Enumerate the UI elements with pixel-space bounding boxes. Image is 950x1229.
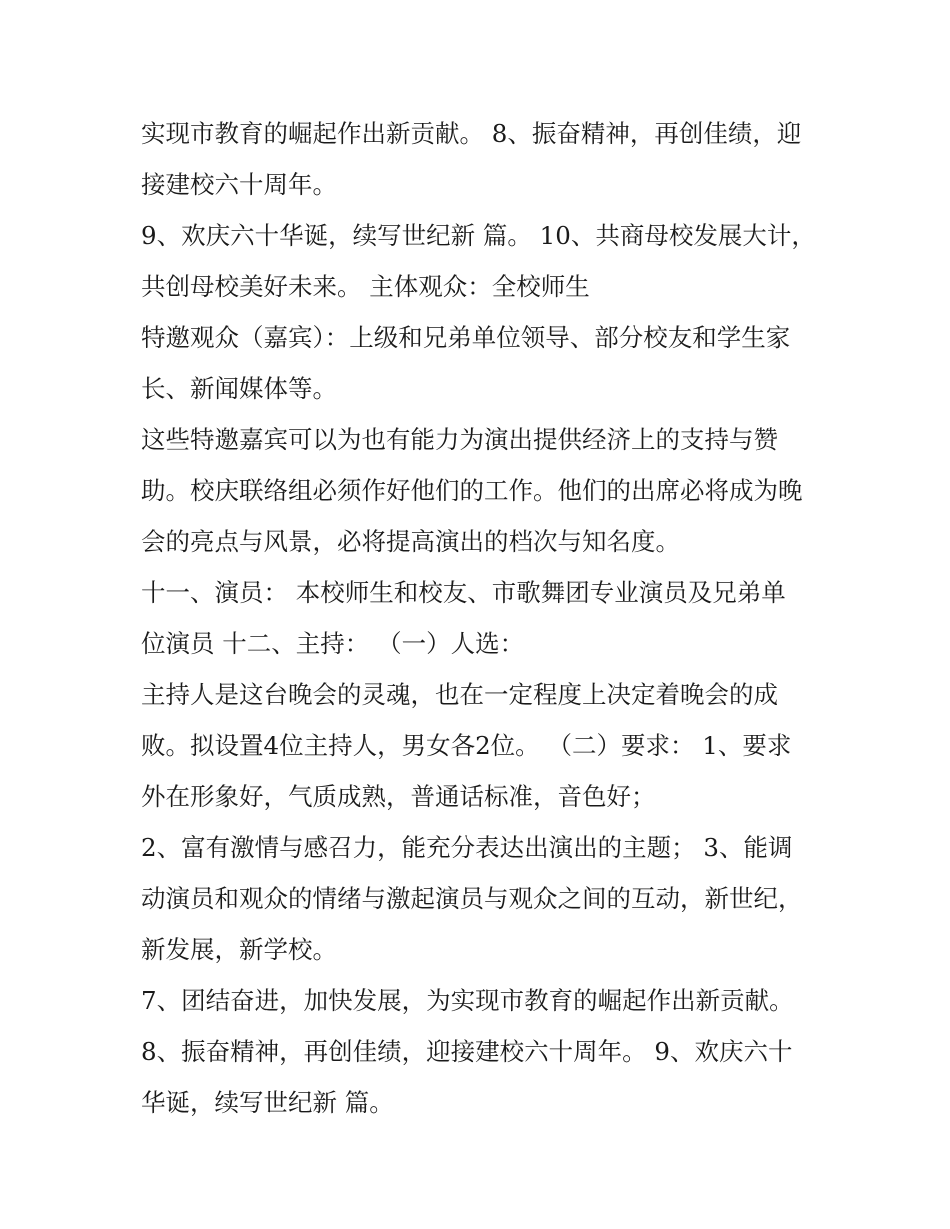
- text-line-18: 7、团结奋进，加快发展，为实现市教育的崛起作出新贡献。: [141, 986, 794, 1015]
- text-line-4: 共创母校美好未来。 主体观众：全校师生: [141, 272, 590, 301]
- text-line-14: 外在形象好，气质成熟，普通话标准，音色好；: [141, 782, 656, 811]
- text-line-11: 位演员 十二、主持： （一）人选：: [141, 629, 525, 658]
- text-line-9: 会的亮点与风景，必将提高演出的档次与知名度。: [141, 527, 680, 556]
- text-line-17: 新发展，新学校。: [141, 935, 337, 964]
- text-line-8: 助。校庆联络组必须作好他们的工作。他们的出席必将成为晚: [141, 476, 803, 505]
- text-line-13: 败。拟设置4位主持人，男女各2位。 （二）要求： 1、要求: [141, 731, 792, 760]
- text-line-10: 十一、演员： 本校师生和校友、市歌舞团专业演员及兄弟单: [141, 578, 786, 607]
- text-line-19: 8、振奋精神，再创佳绩，迎接建校六十周年。 9、欢庆六十: [141, 1037, 793, 1066]
- text-line-16: 动演员和观众的情绪与激起演员与观众之间的互动，新世纪，: [141, 884, 803, 913]
- text-line-5: 特邀观众（嘉宾）：上级和兄弟单位领导、部分校友和学生家: [141, 323, 791, 352]
- text-line-2: 接建校六十周年。: [141, 170, 337, 199]
- text-line-7: 这些特邀嘉宾可以为也有能力为演出提供经济上的支持与赞: [141, 425, 778, 454]
- text-line-15: 2、富有激情与感召力，能充分表达出演出的主题； 3、能调: [141, 833, 793, 862]
- document-body: [141, 108, 831, 1128]
- text-line-12: 主持人是这台晚会的灵魂，也在一定程度上决定着晚会的成: [141, 680, 778, 709]
- text-line-20: 华诞，续写世纪新 篇。: [141, 1088, 394, 1117]
- text-line-1: 实现市教育的崛起作出新贡献。 8、振奋精神，再创佳绩，迎: [141, 119, 802, 148]
- text-line-6: 长、新闻媒体等。: [141, 374, 337, 403]
- text-line-3: 9、欢庆六十华诞，续写世纪新 篇。 10、共商母校发展大计，: [141, 221, 816, 250]
